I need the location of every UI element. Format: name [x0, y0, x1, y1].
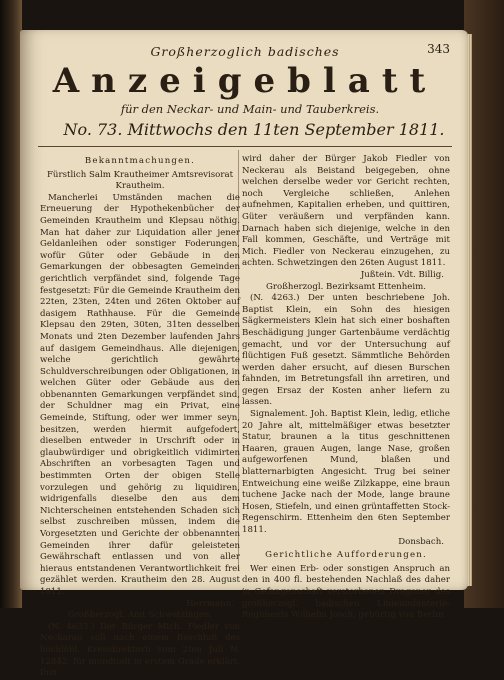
- book-binding: [0, 0, 22, 608]
- notice3-title: Großherzogl. Bezirksamt Ettenheim.: [266, 281, 426, 292]
- notice2-continuation: wird daher der Bürger Jakob Fiedler von Neckerau als Beistand beigegeben, ohne welchen derselbe weder vor Gericht rechten, noch Vergleiche schließen, Anlehen aufnehmen, Kapitalien erheben, und quittiren, Güter veräußern und verpfänden kann. Darnach haben sich diejenige, welche in den Fall kommen, Geschäfte, und Verträge mit Mich. Fiedler von Neckerau einzugehen, zu achten. Schwetzingen den 26ten August 1811.: [242, 154, 450, 269]
- issue-line: No. 73. Mittwochs den 11ten September 1811.: [63, 120, 445, 139]
- left-column: [40, 154, 240, 680]
- right-column: [242, 154, 450, 622]
- header-rule: [38, 146, 452, 147]
- notice4-body: Wer einen Erb- oder sonstigen Anspruch an den in 400 fl. bestehenden Nachlaß des daher in Gefangenschaft verstorbenen Dragoner des großherzogl. badischen Linieninfanterie-Regiments Wilhelm Josch, gebürtig von Berlin: [242, 563, 450, 621]
- masthead-subtitle: für den Neckar- und Main- und Tauberkreis.: [120, 102, 380, 116]
- section-heading-court-summons: Gerichtliche Aufforderungen.: [265, 550, 427, 561]
- notice1-title: Fürstlich Salm Krautheimer Amtsrevisorat Krautheim.: [46, 169, 234, 192]
- notice1-body: Mancherlei Umständen machen die Erneuerung der Hypothekenbücher der Gemeinden Krautheim und Klepsau nöthig. Man hat daher zur Liquidation aller jener Geldanleihen oder sonstiger Foderungen, wofür Güter oder Gebäude in den Gemarkungen der obbesagten Gemeinden gerichtlich verpfändet sind, folgende Tage festgesetzt: Für die Gemeinde Krautheim den 22ten, 23ten, 24ten und 26ten Oktober auf dasigem Rathhause. Für die Gemeinde Klepsau den 29ten, 30ten, 31ten desselben Monats und 2ten Dezember laufenden Jahrs auf dasigem Gemeindhaus. Alle diejenigen, welche gerichtlich gewährte Schuldverschreibungen oder Obligationen, in welchen Güter oder Gebäude aus den obbenannten Gemarkungen verpfändet sind, der Schuldner mag ein Privat, eine Gemeinde, Stiftung, oder wer immer seyn, besitzen, werden hiermit aufgefodert, dieselben entweder in Urschrift oder in glaubwürdiger und obrigkeitlich vidimirten Abschriften an vorbesagten Tagen und bestimmten Orten der obigen Stelle vorzulegen und gehörig zu liquidiren, widrigenfalls dieselbe den aus dem Nichterscheinen entstehenden Schaden sich selbst zuschreiben müssen, indem die Vorgesetzten und Gerichte der obbenannten Gemeinden ihrer dafür geleisteten Gewährschaft entlassen und von aller hieraus entstandenen Verantwortlichkeit frei gezählet werden. Krautheim den 28. August 1811.: [40, 192, 240, 597]
- header-top-line: Großherzoglich badisches: [150, 44, 340, 59]
- newspaper-page: [20, 30, 468, 679]
- notice1-signature: Herrmann.: [186, 598, 234, 609]
- masthead-title: Anzeigeblatt: [52, 61, 438, 101]
- notice2-body: (N. 4633.) Der Bürger Mich. Fiedler von Neckarau soll nach einem Beschluß des hochlöbl. Kreisdirektorii vom 2ten Juli N. 12842. für mundtodt in erstem Grade erklärt. Ihm: [40, 621, 240, 679]
- page-number: 343: [427, 42, 450, 56]
- notice3-signature: Donsbach.: [398, 536, 444, 547]
- notice2-title: Großherzogl. Amt Schwetzingen.: [67, 610, 213, 621]
- notice3-description: Signalement. Joh. Baptist Klein, ledig, etliche 20 Jahre alt, mittelmäßiger etwas besetzter Statur, braunen a la titus geschnittenen Haaren, grauen Augen, lange Nase, großen aufgeworfenen Mund, blaßen und blatternarbigten Angesicht. Trug bei seiner Entweichung eine weiße Zilzkappe, eine braun tuchene Jacke nach der Mode, lange braune Hosen, Stiefeln, und einen grüntaffetten Stock-Regenschirm. Ettenheim den 6ten September 1811.: [242, 409, 450, 535]
- notice3-body: (N. 4263.) Der unten beschriebene Joh. Baptist Klein, ein Sohn des hiesigen Sägkermeisters Klein hat sich einer boshaften Beschädigung junger Gartenbäume verdächtig gemacht, und vor der Untersuchung auf flüchtigen Fuß gesetzt. Sämmtliche Behörden werden daher ersucht, auf diesen Burschen fahnden, im Betretungsfall ihn arretiren, und gegen Ersaz der Kosten anher liefern zu lassen.: [242, 293, 450, 408]
- notice2-signature: Jußtein. Vdt. Billig.: [360, 269, 444, 280]
- section-heading-announcements: Bekanntmachungen.: [84, 156, 196, 166]
